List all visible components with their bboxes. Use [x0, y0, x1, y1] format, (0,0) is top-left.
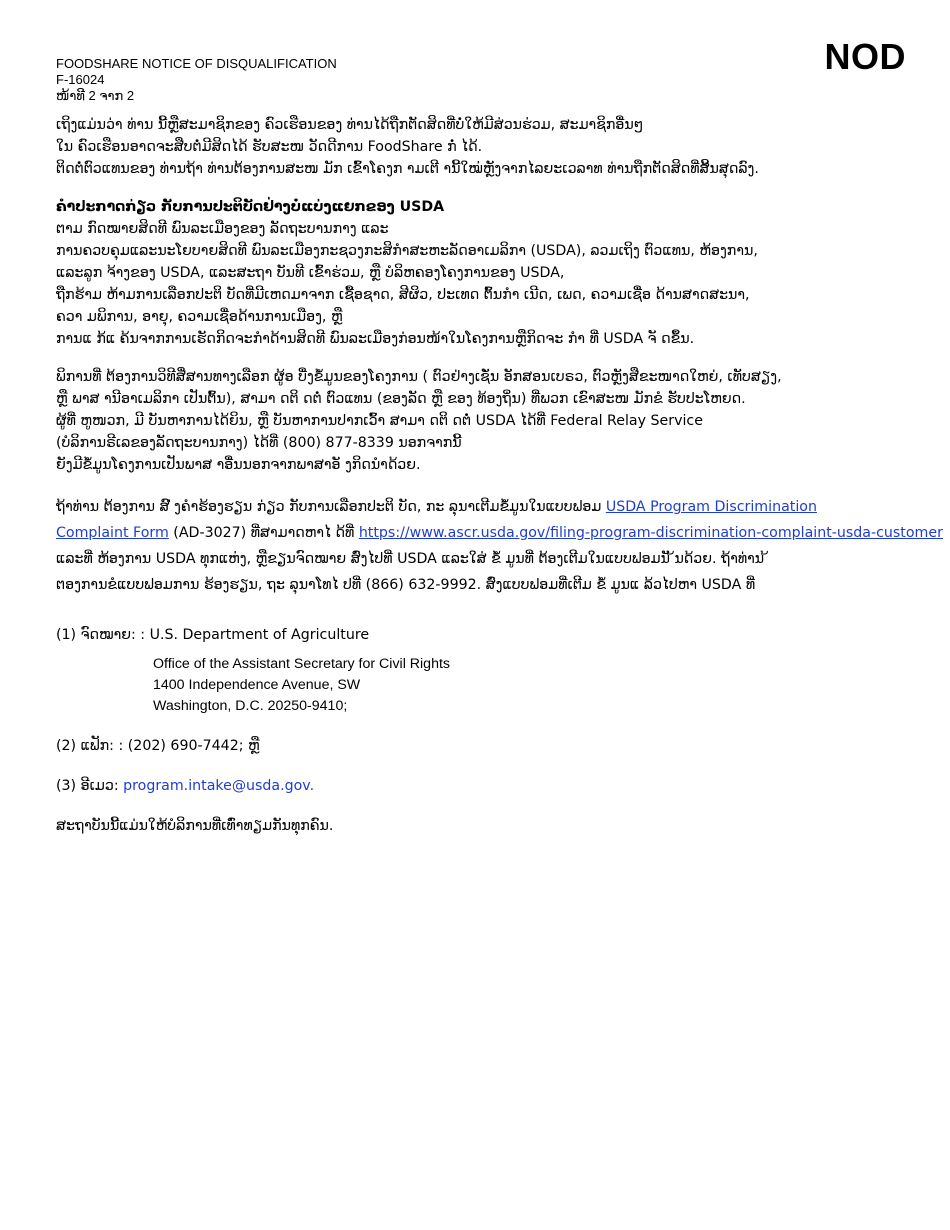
section-line: ຫຼື ພາສ ານີອາເມລິກາ ເປັນຕົ້ນ), ສາມາ ດຕິ ດຕໍ່ ຕົວແທນ (ຂອງລັດ ຫຼື ຂອງ ທ້ອງຖິ່ນ) ທີ່ພວກ ເຂົາສະໜ ມັກຂໍ ຮັບປະໂຫຍດ.	[56, 391, 746, 407]
form-number: F-16024	[56, 72, 105, 87]
email-contact	[56, 775, 922, 797]
address-line: Office of the Assistant Secretary for Civil Rights	[153, 656, 451, 672]
address-line: Washington, D.C. 20250-9410;	[153, 698, 348, 714]
complaint-text: ແລະທີ່ ຫ້ອງການ USDA ທຸກແຫ່ງ, ຫຼືຂຽນຈົດໝາຍ ສົ່ງໄປທີ່ USDA ແລະໃສ່ ຂໍ້ ມູນທີ່ ຕ້ອງເຕີມໃນແບບຟອມນັ ້ນດ້ວຍ. ຖ້າທ່ານ ້	[56, 551, 769, 567]
section-heading: ຄຳປະກາດກ່ຽວ ກັບການປະຕິບັດຢ່າງບໍ່ແບ່ງແຍກຂອງ USDA	[56, 199, 445, 215]
complaint-section	[56, 494, 943, 598]
email-link[interactable]: program.intake@usda.gov.	[123, 778, 315, 794]
complaint-text: (AD-3027) ທີ່ສາມາດຫາໄ ດ້ທີ່	[168, 525, 359, 541]
section-line: ແລະລູກ ຈ້າງຂອງ USDA, ແລະສະຖາ ບັນທີ ເຂົ້າຮ່ວມ, ຫຼື ບໍລິຫຄອງໂຄງການຂອງ USDA,	[56, 265, 565, 281]
fax-contact: (2) ແຟັກ: : (202) 690-7442; ຫຼື	[56, 738, 260, 754]
intro-line: ຕິດຕໍ່ຕົວແທນຂອງ ທ່ານຖ້າ ທ່ານຕ້ອງການສະໜ ມັກ ເຂົ້າໂຄງກ າມເຕີ ານີ້ໃໝ່ຫຼັງຈາກໄລຍະເວລາທ ທ່ານຖືກຕັດສິດທີ່ສິ້ນສຸດລົງ.	[56, 161, 759, 177]
usda-nondiscrimination-section	[56, 196, 922, 350]
document-body	[56, 114, 943, 837]
intro-line: ເຖິງແມ່ນວ່າ ທ່ານ ນີ້ຫຼືສະມາຊິກຂອງ ຄົວເຮືອນຂອງ ທ່ານໄດ້ຖືກຕັດສິດທີ່ບໍ່ໃຫ້ມີສ່ວນຮ່ວມ, ສະມາຊິກອື່ນໆ	[56, 117, 644, 133]
page-indicator: ໜ້າທີ 2 ຈາກ 2	[56, 88, 135, 103]
section-line: ການຄວບຄຸມແລະນະໂຍບາຍສິດທີ ພົນລະເມືອງກະຊວງກະສິກຳສະຫະລັດອາເມລິກາ (USDA), ລວມເຖິງ ຕົວແທນ, ຫ້ອງການ,	[56, 243, 758, 259]
intro-paragraph	[56, 114, 922, 180]
section-line: ຄວາ ມພິການ, ອາຍຸ, ຄວາມເຊື່ອດ້ານການເມືອງ, ຫຼື	[56, 309, 343, 325]
address-line: 1400 Independence Avenue, SW	[153, 677, 361, 693]
contact-list	[56, 624, 922, 837]
closing-statement: ສະຖາບັນນີ້ແມ່ນໃຫ້ບໍລິການທີ່ເທົ່າທຽມກັນທຸກຄົນ.	[56, 818, 334, 834]
form-code: NOD	[824, 36, 906, 77]
form-identification	[56, 56, 337, 104]
section-line: (ບໍລິການຣີເລຂອງລັດຖະບານກາງ) ໄດ້ທີ່ (800) 877-8339 ນອກຈາກນີ້	[56, 435, 462, 451]
intro-line: ໃນ ຄົວເຮືອນອາດຈະສືບຕໍ່ມີສິດໄດ້ ຮັບສະໜ ວັດດີການ FoodShare ກໍ່ ໄດ້.	[56, 139, 483, 155]
complaint-form-link[interactable]: USDA Program Discrimination	[605, 499, 817, 515]
section-line: ຖືກຮ້າມ ຫ້າມການເລືອກປະຕິ ບັດທີ່ມີເຫດມາຈາກ ເຊື້ອຊາດ, ສີຜິວ, ປະເທດ ຕົ້ນກຳ ເນີດ, ເພດ, ຄວາມເຊື່ອ ດ້ານສາດສະນາ,	[56, 287, 750, 303]
complaint-form-link[interactable]: Complaint Form	[56, 525, 169, 541]
disability-section	[56, 366, 922, 476]
form-title: FOODSHARE NOTICE OF DISQUALIFICATION	[56, 56, 337, 71]
section-line: ຜູ້ທີ່ ຫູໜວກ, ມີ ບັນຫາການໄດ້ຍິນ, ຫຼື ບັນຫາການປາກເວົ້າ ສາມາ ດຕິ ດຕໍ່ USDA ໄດ້ທີ່ Federal Relay Service	[56, 413, 703, 429]
section-line: ຍັງມີຂໍ້ມູນໂຄງການເປັນພາສ າອື່ນນອກຈາກພາສາອັ ງກິດນຳດ້ວຍ.	[56, 457, 421, 473]
section-line: ການແ ກ້ແ ຄ້ນຈາກການເຮັດກິດຈະກຳດ້ານສິດທີ ພົນລະເມືອງກ່ອນໜ້າໃນໂຄງການຫຼືກິດຈະ ກຳ ທີ່ USDA ຈັ ດຂຶ້ນ.	[56, 331, 695, 347]
email-label: (3) ອີເມວ:	[56, 778, 124, 794]
mailing-address	[56, 654, 922, 717]
complaint-text: ຕອງການຂໍແບບຟອມການ ຮ້ອງຮຽນ, ຖະ ລຸນາໂທໄ ປທີ່ (866) 632-9992. ສົ່ງແບບຟອມທີ່ເຕີມ ຂໍ້ ມູນແ ລ້ວໄປຫາ USDA ທີ່	[56, 577, 756, 593]
section-line: ຕາມ ກົດໝາຍສິດທີ ພົນລະເມືອງຂອງ ລັດຖະບານກາງ ແລະ	[56, 221, 389, 237]
complaint-text: ຖ້າທ່ານ ຕ້ອງການ ສົ ່ງຄຳຮ້ອງຮຽນ ກ່ຽວ ກັບການເລືອກປະຕິ ບັດ, ກະ ລຸນາເຕີມຂໍ້ມູນໃນແບບຟອມ	[56, 499, 606, 515]
complaint-url-link[interactable]: https://www.ascr.usda.gov/filing-program-discrimination-complaint-usda-customer	[358, 525, 943, 541]
mail-contact: (1) ຈົດໝາຍ: : U.S. Department of Agriculture	[56, 627, 370, 643]
section-line: ພິການທີ່ ຕ້ອງການວິທີສື່ສານທາງເລືອກ ຜູ້ອ ບື່ງຂໍ້ມູນຂອງໂຄງການ ( ຕົວຢ່າງເຊັ່ນ ອັກສອນເບຣວ, ຕົວຫຼັງສືຂະໜາດໃຫຍ່, ເທັບສຽງ,	[56, 369, 782, 385]
